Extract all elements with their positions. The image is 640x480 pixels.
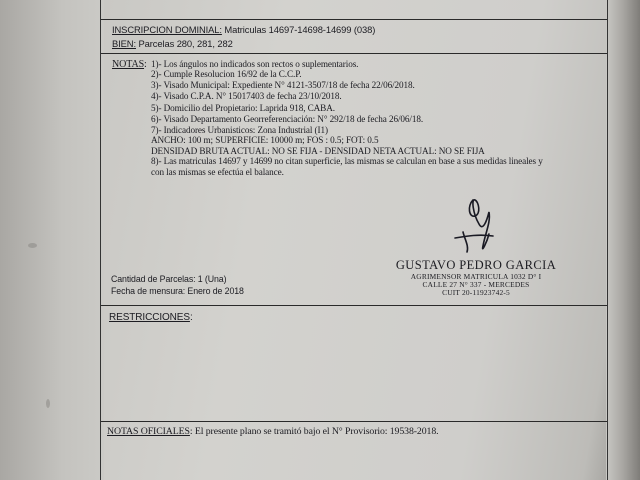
bien-label: BIEN:	[112, 38, 136, 49]
notas-oficiales-line	[107, 426, 438, 437]
note-item: 3)- Visado Municipal: Expediente N° 4121-3507/18 de fecha 22/06/2018.	[151, 80, 415, 90]
bien-line	[112, 38, 233, 49]
left-page-edge	[0, 0, 104, 480]
note-item: 1)- Los ángulos no indicados son rectos o suplementarios.	[151, 59, 359, 69]
notas-oficiales-label: NOTAS OFICIALES	[107, 426, 190, 437]
notes-colon: :	[144, 59, 147, 70]
inscripcion-line	[112, 24, 375, 35]
notes-section	[101, 54, 607, 306]
restricciones-heading	[109, 312, 193, 323]
note-item: DENSIDAD BRUTA ACTUAL: NO SE FIJA - DENSIDAD NETA ACTUAL: NO SE FIJA	[151, 146, 485, 156]
surveyor-title: AGRIMENSOR MATRICULA 1032 D° I	[410, 272, 542, 281]
top-strip	[101, 0, 607, 20]
paper-mark	[46, 399, 50, 408]
restricciones-section	[101, 306, 607, 422]
note-item: 6)- Visado Departamento Georreferenciación: N° 292/18 de fecha 26/06/18.	[151, 114, 424, 124]
bien-value: Parcelas 280, 281, 282	[138, 38, 233, 49]
note-item: 5)- Domicilio del Propietario: Laprida 918, CABA.	[151, 103, 335, 113]
note-item: 8)- Las matriculas 14697 y 14699 no citan superficie, las mismas se calculan en base a sus medidas lineales y	[151, 156, 543, 166]
notas-oficiales-section	[101, 422, 607, 480]
notes-label: NOTAS	[112, 59, 145, 70]
document-sheet	[100, 0, 608, 480]
inscripcion-label: INSCRIPCION DOMINIAL:	[112, 24, 222, 35]
note-item: ANCHO: 100 m; SUPERFICIE: 10000 m; FOS : 0.5; FOT: 0.5	[151, 135, 379, 145]
notes-heading	[112, 59, 147, 70]
surveyor-cuit: CUIT 20-11923742-5	[442, 288, 510, 298]
note-item: 2)- Cumple Resolucion 16/92 de la C.C.P.	[151, 69, 302, 79]
paper-mark	[28, 243, 37, 248]
surveyor-block	[391, 258, 561, 298]
surveyor-address: CALLE 27 N° 337 - MERCEDES	[422, 280, 530, 290]
header-section	[101, 20, 607, 54]
notas-oficiales-value: : El presente plano se tramitó bajo el N° Provisorio: 19538-2018.	[189, 426, 439, 437]
note-item: 4)- Visado C.P.A. N° 15017403 de fecha 23/10/2018.	[151, 91, 342, 101]
fecha-mensura: Fecha de mensura: Enero de 2018	[111, 286, 244, 296]
cantidad-parcelas: Cantidad de Parcelas: 1 (Una)	[111, 274, 227, 284]
inscripcion-value: Matriculas 14697-14698-14699 (038)	[224, 24, 376, 35]
surveyor-name: GUSTAVO PEDRO GARCIA	[395, 258, 557, 272]
note-item: 7)- Indicadores Urbanisticos: Zona Industrial (I1)	[151, 125, 328, 135]
restricciones-colon: :	[189, 312, 193, 323]
note-item: con las mismas se efectúa el balance.	[151, 167, 284, 177]
right-page-edge	[606, 0, 640, 480]
restricciones-label: RESTRICCIONES	[109, 312, 190, 323]
handwritten-signature	[449, 194, 513, 258]
